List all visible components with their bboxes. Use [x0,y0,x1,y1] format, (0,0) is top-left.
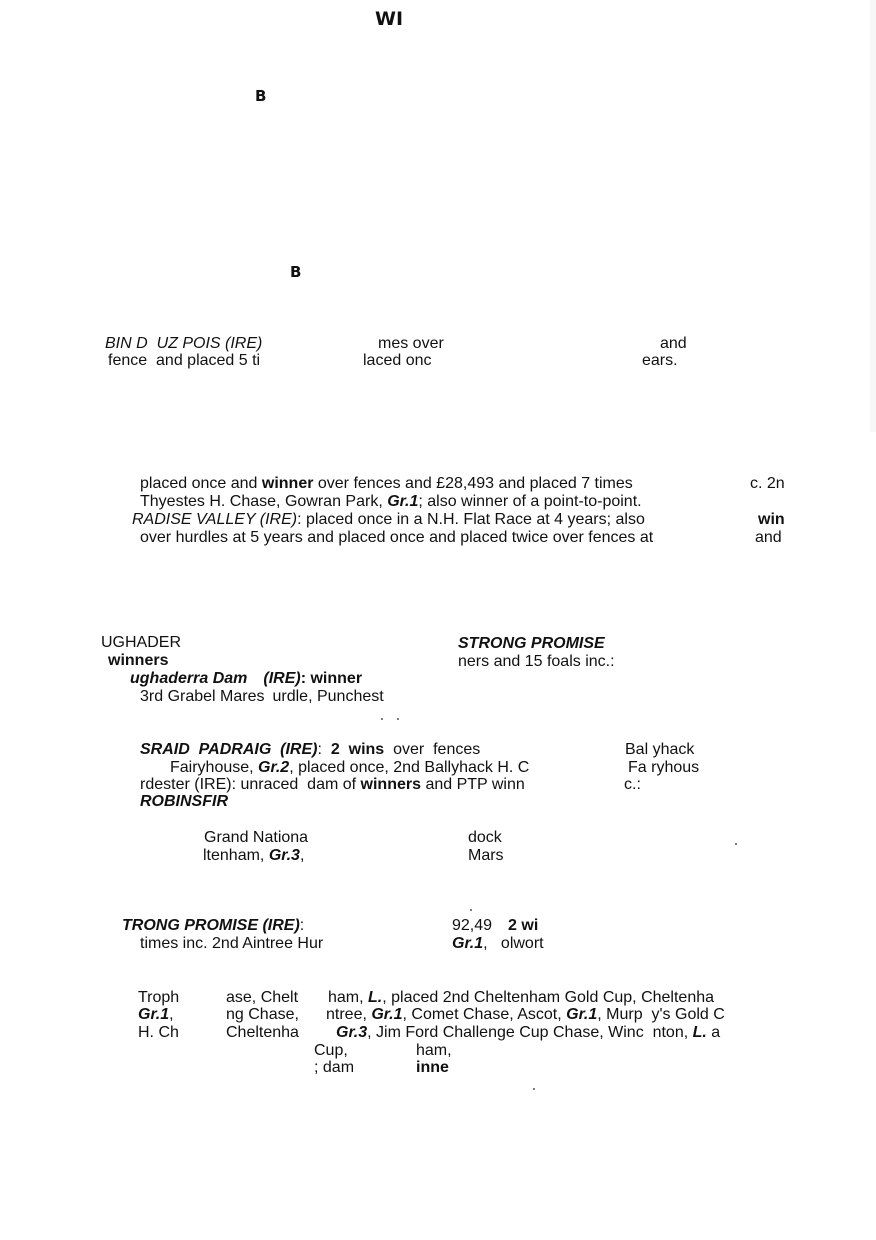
speck [533,1088,535,1090]
line: SRAID PADRAIG (IRE): 2 wins over fences [140,741,481,758]
page-edge-shade [870,0,876,432]
line: placed once and winner over fences and £28,493 and placed 7 times [140,475,633,492]
line: ughaderra Dam (IRE): winner [130,670,363,687]
speck [470,909,472,911]
line: ase, Chelt [226,989,299,1006]
line: ; dam [314,1059,355,1076]
line: BIN D UZ POIS (IRE) [105,335,263,352]
line: UGHADER [101,634,182,651]
speck [381,718,383,720]
line: ltenham, Gr.3, [203,847,305,864]
line: winners [108,652,169,669]
line: Thyestes H. Chase, Gowran Park, Gr.1; also winner of a point-to-point. [140,493,642,510]
line: ears. [642,352,678,369]
line: Mars [468,847,504,864]
line: ng Chase, [226,1006,299,1023]
line: laced onc [363,352,432,369]
line: Gr.3, Jim Ford Challenge Cup Chase, Winc nton, L. a [336,1024,721,1041]
line: times inc. 2nd Aintree Hur [140,935,324,952]
line: win [758,511,785,528]
line: and [660,335,687,352]
line: Cheltenha [226,1024,299,1041]
line: ham, [416,1042,452,1059]
line: Grand Nationa [204,829,309,846]
speck [397,718,399,720]
line: ROBINSFIR [140,793,228,810]
line: dock [468,829,502,846]
line: mes over [378,335,444,352]
line: rdester (IRE): unraced dam of winners and PTP winn [140,776,525,793]
line: ntree, Gr.1, Comet Chase, Ascot, Gr.1, Murp y's Gold C [326,1006,725,1023]
line: Bal yhack [625,741,695,758]
section-mark-1: B [255,87,267,105]
line: Gr.1, [138,1006,174,1023]
line: ners and 15 foals inc.: [458,653,615,670]
line: c. 2n [750,475,785,492]
speck [735,843,737,845]
line: 3rd Grabel Mares urdle, Punchest [140,688,384,705]
line: inne [416,1059,449,1076]
line: and [755,529,782,546]
line: RADISE VALLEY (IRE): placed once in a N.H. Flat Race at 4 years; also [132,511,645,528]
line: Fairyhouse, Gr.2, placed once, 2nd Ballyhack H. C [170,759,530,776]
line: Gr.1, olwort [452,935,544,952]
line: STRONG PROMISE [458,635,605,652]
line: c.: [624,776,641,793]
section-mark-2: B [290,263,302,281]
line: Cup, [314,1042,348,1059]
line: over hurdles at 5 years and placed once and placed twice over fences at [140,529,654,546]
page-title: WI [375,8,404,30]
line: Troph [138,989,180,1006]
line: Fa ryhous [628,759,700,776]
line: 92,49 2 wi [452,917,539,934]
line: TRONG PROMISE (IRE): [122,917,305,934]
line: ham, L., placed 2nd Cheltenham Gold Cup, Cheltenha [328,989,715,1006]
line: fence and placed 5 ti [108,352,261,369]
line: H. Ch [138,1024,179,1041]
